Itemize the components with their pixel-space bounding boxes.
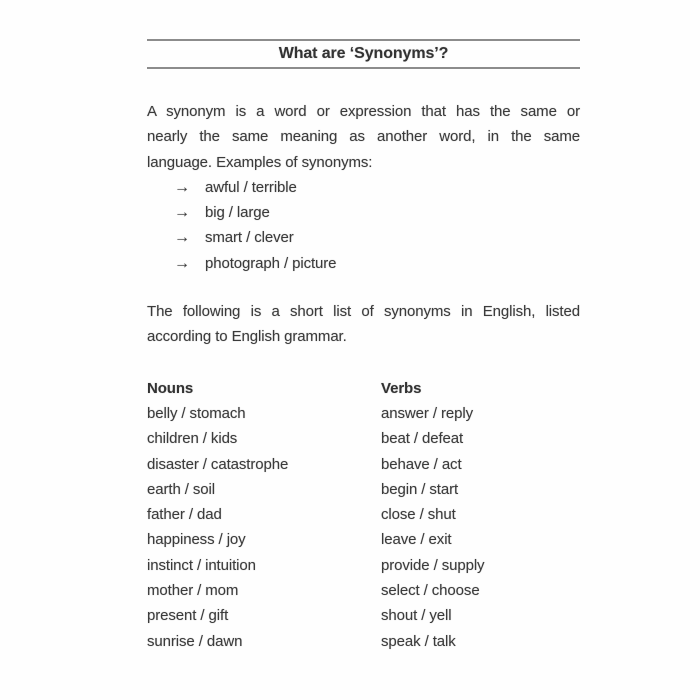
- noun-pair: sunrise / dawn: [147, 632, 243, 650]
- verbs-column: [381, 376, 580, 654]
- verb-pair: behave / act: [381, 455, 462, 473]
- example-pair: smart / clever: [205, 229, 294, 247]
- list-intro-line: The following is a short list of synonyms in English, listed: [147, 303, 580, 321]
- verb-pair: beat / defeat: [381, 430, 464, 448]
- list-item: [174, 200, 580, 225]
- verb-pair: leave / exit: [381, 531, 452, 549]
- page-title: What are ‘Synonyms’?: [278, 45, 449, 62]
- noun-pair: present / gift: [147, 607, 229, 625]
- arrow-icon: →: [174, 229, 190, 247]
- arrow-icon: →: [174, 254, 190, 272]
- noun-pair: earth / soil: [147, 480, 215, 498]
- verbs-header: Verbs: [381, 379, 422, 397]
- document-content: [147, 0, 580, 654]
- list-intro-paragraph: [147, 299, 580, 350]
- noun-pair: mother / mom: [147, 582, 239, 600]
- nouns-header: Nouns: [147, 379, 194, 397]
- verb-pair: begin / start: [381, 480, 459, 498]
- example-pair: photograph / picture: [205, 254, 337, 272]
- noun-pair: belly / stomach: [147, 404, 246, 422]
- intro-line: nearly the same meaning as another word, in the same: [147, 128, 580, 146]
- verb-pair: answer / reply: [381, 404, 473, 422]
- list-item: [174, 225, 580, 250]
- intro-line: A synonym is a word or expression that has the same or: [147, 103, 580, 120]
- list-intro-line: according to English grammar.: [147, 328, 347, 346]
- intro-paragraph: [147, 99, 580, 175]
- verb-pair: select / choose: [381, 582, 480, 600]
- noun-pair: happiness / joy: [147, 531, 246, 549]
- verb-pair: shout / yell: [381, 607, 452, 625]
- noun-pair: children / kids: [147, 430, 238, 448]
- verb-pair: close / shut: [381, 506, 456, 524]
- verb-pair: speak / talk: [381, 632, 456, 650]
- list-item: [174, 251, 580, 276]
- intro-line: language. Examples of synonyms:: [147, 153, 373, 171]
- example-pair: big / large: [205, 204, 270, 222]
- example-pair: awful / terrible: [205, 178, 297, 196]
- synonym-columns: [147, 376, 580, 654]
- noun-pair: father / dad: [147, 506, 222, 524]
- arrow-icon: →: [174, 204, 190, 222]
- verb-pair: provide / supply: [381, 556, 485, 574]
- noun-pair: disaster / catastrophe: [147, 455, 289, 473]
- nouns-column: [147, 376, 381, 654]
- arrow-icon: →: [174, 178, 190, 196]
- list-item: [174, 175, 580, 200]
- noun-pair: instinct / intuition: [147, 556, 256, 574]
- title-bottom-rule: [147, 67, 580, 69]
- synonym-examples-list: [147, 175, 580, 276]
